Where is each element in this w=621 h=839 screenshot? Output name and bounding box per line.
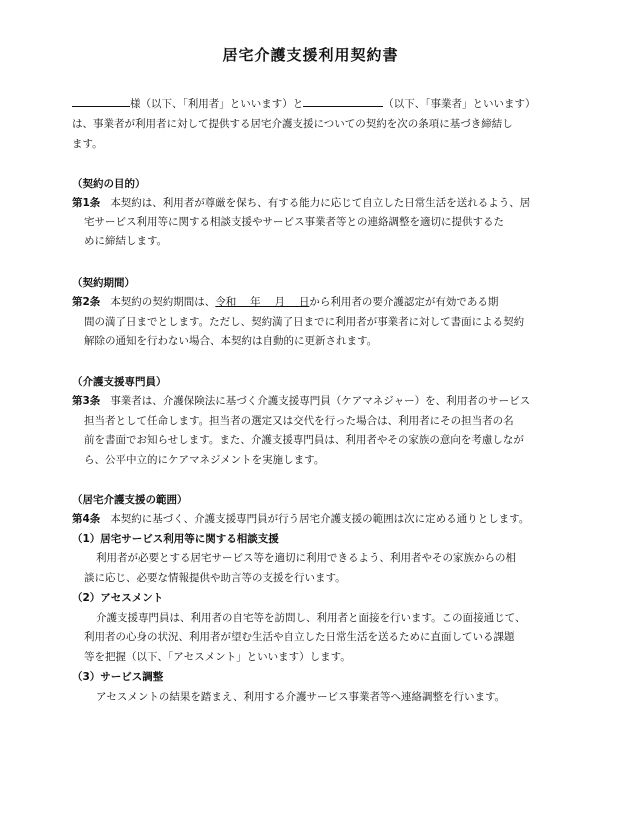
section-heading-period: （契約期間） [72,277,135,289]
section-heading-scope: （居宅介護支援の範囲） [72,494,188,506]
intro-line-2: は、事業者が利用者に対して提供する居宅介護支援についての契約を次の条項に基づき締結し [72,118,513,130]
item-2-line-1: 介護支援専門員は、利用者の自宅等を訪問し、利用者と面接を行います。この面接通じて、 [96,612,526,624]
item-2-label: （2）アセスメント [72,592,164,604]
item-3-line-1: アセスメントの結果を踏まえ、利用する介護サービス事業者等へ連絡調整を行います。 [96,691,506,703]
intro-line-3: ます。 [72,138,103,150]
intro-text-2: （以下、「事業者」といいます） [383,98,536,110]
article-2-line-2: 間の満了日までとします。ただし、契約満了日までに利用者が事業者に対して書面による契約 [84,316,525,328]
article-3-line-2: 担当者として任命します。担当者の選定又は交代を行った場合は、利用者にその担当者の名 [84,415,514,427]
article-number: 第3条 [72,395,101,407]
article-text: から利用者の要介護認定が有効である期 [309,296,499,308]
item-1-label: （1）居宅サービス利用等に関する相談支援 [72,533,279,545]
article-3-line-1 [72,394,530,408]
provider-name-blank[interactable] [303,95,383,107]
article-number: 第1条 [72,197,101,209]
article-1-line-3: めに締結します。 [84,235,168,247]
article-number: 第2条 [72,296,101,308]
section-heading-care-manager: （介護支援専門員） [72,376,167,388]
item-3-label: （3）サービス調整 [72,671,164,683]
contract-start-date-field[interactable]: 令和 年 月 日 [215,296,310,308]
article-number: 第4条 [72,513,101,525]
intro-text-1: 様（以下、「利用者」といいます）と [130,98,304,110]
intro-line-1 [72,95,536,111]
article-3-line-4: ら、公平中立的にケアマネジメントを実施します。 [84,454,325,466]
item-1-line-1: 利用者が必要とする居宅サービス等を適切に利用できるよう、利用者やその家族からの相 [96,552,516,564]
article-text: 事業者は、介護保険法に基づく介護支援専門員（ケアマネジャー）を、利用者のサービス [110,395,531,407]
page-title: 居宅介護支援利用契約書 [222,46,399,64]
article-text: 本契約は、利用者が尊厳を保ち、有する能力に応じて自立した日常生活を送れるよう、居 [110,197,531,209]
item-2-line-3: 等を把握（以下、「アセスメント」といいます）します。 [84,651,351,663]
user-name-blank[interactable] [72,95,130,107]
item-2-line-2: 利用者の心身の状況、利用者が望む生活や自立した日常生活を送るために直面している課題 [84,631,515,643]
article-text: 本契約に基づく、介護支援専門員が行う居宅介護支援の範囲は次に定める通りとします。 [110,513,530,525]
article-text: 本契約の契約期間は、 [110,296,216,308]
article-2-line-3: 解除の通知を行わない場合、本契約は自動的に更新されます。 [84,335,378,347]
article-1-line-1 [72,196,530,210]
article-1-line-2: 宅サービス利用等に関する相談支援やサービス事業者等との連絡調整を適切に提供するた [84,216,504,228]
article-4-line-1 [72,512,529,526]
article-2-line-1 [72,295,498,309]
section-heading-purpose: （契約の目的） [72,178,146,190]
article-3-line-3: 前を書面でお知らせします。また、介護支援専門員は、利用者やその家族の意向を考慮しなが [84,434,524,446]
item-1-line-2: 談に応じ、必要な情報提供や助言等の支援を行います。 [84,572,346,584]
